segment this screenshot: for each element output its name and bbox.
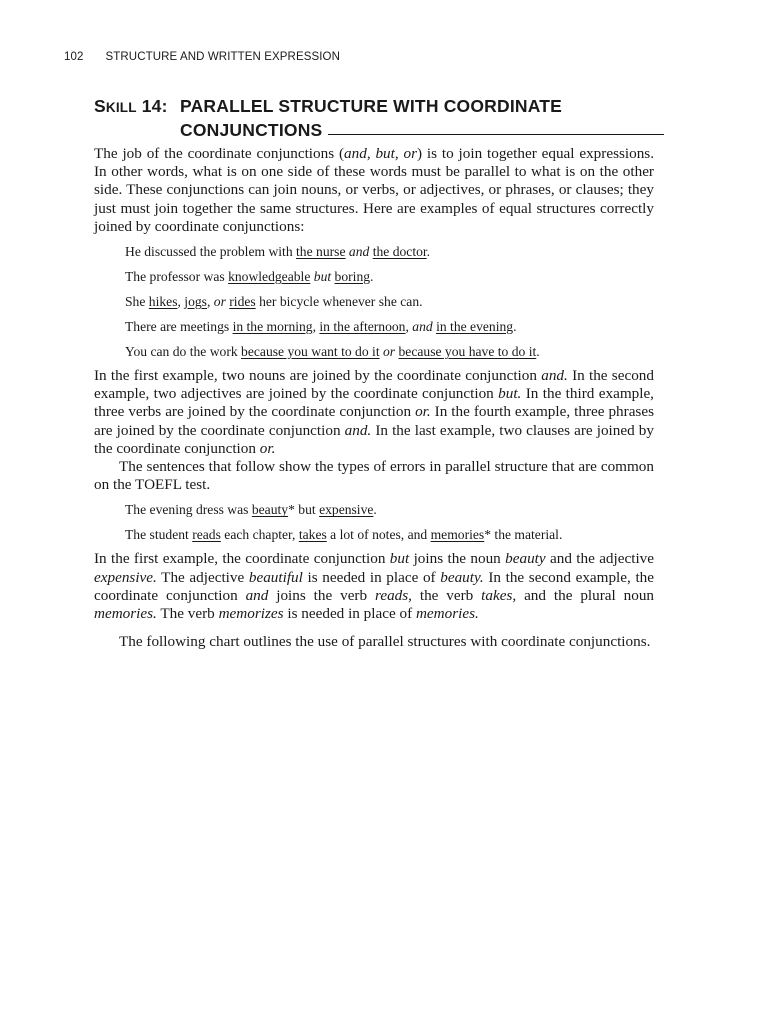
example-sentence-1: He discussed the problem with the nurse and the doctor. [125,244,431,260]
section-title: STRUCTURE AND WRITTEN EXPRESSION [105,51,340,63]
error-sentence-1: The evening dress was beauty* but expensive. [125,502,377,518]
correct-examples [94,244,654,360]
running-header [64,51,340,63]
intro-paragraph: The job of the coordinate conjunctions (and, but, or) is to join together equal expressions. In other words, what is on one side of these words must be parallel to what is on the other side. These conjunctions can join nouns, or verbs, or adjectives, or phrases, or clauses; they just must join together the same structures. Here are examples of equal structures correctly joined by coordinate conjunctions: [94,145,654,235]
error-examples [94,502,654,543]
skill-heading-line1 [94,95,664,119]
page-body [94,145,654,651]
error-explanation-paragraph: In the first example, the coordinate conjunction but joins the noun beauty and the adjective expensive. The adjective beautiful is needed in place of beauty. In the second example, the coordinate conjunction and joins the verb reads, the verb takes, and the plural noun memories. The verb memorizes is needed in place of memories. [94,550,655,623]
example-sentence-3: She hikes, jogs, or rides her bicycle whenever she can. [125,294,423,310]
errors-intro-paragraph: The sentences that follow show the types of errors in parallel structure that are common on the TOEFL test. [94,458,654,494]
example-sentence-5: You can do the work because you want to do it or because you have to do it. [125,344,540,360]
error-sentence-2: The student reads each chapter, takes a lot of notes, and memories* the material. [125,527,563,543]
example-sentence-2: The professor was knowledgeable but boring. [125,269,374,285]
skill-heading-line2 [94,119,664,141]
skill-title-line2: CONJUNCTIONS [180,120,323,140]
skill-title-line1: PARALLEL STRUCTURE WITH COORDINATE [180,96,563,116]
chart-intro-paragraph: The following chart outlines the use of parallel structures with coordinate conjunctions. [119,633,651,651]
skill-heading [94,95,664,141]
heading-rule [328,134,664,135]
skill-label: SKILL 14: [94,96,168,116]
example-sentence-4: There are meetings in the morning, in the afternoon, and in the evening. [125,319,517,335]
page-number: 102 [64,51,84,63]
explanation-paragraph: In the first example, two nouns are joined by the coordinate conjunction and. In the second example, two adjectives are joined by the coordinate conjunction but. In the third example, three verbs are joined by the coordinate conjunction or. In the fourth example, three phrases are joined by the coordinate conjunction and. In the last example, two clauses are joined by the coordinate conjunction or. [94,367,654,457]
